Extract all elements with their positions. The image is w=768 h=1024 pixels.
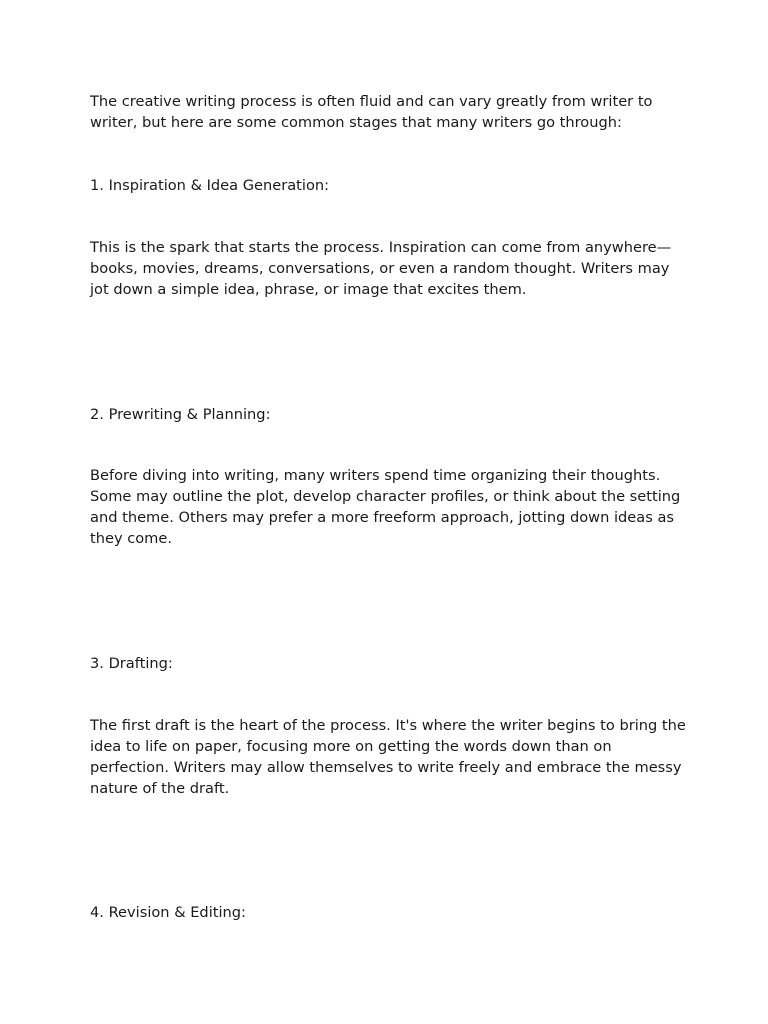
section-heading-drafting: 3. Drafting: [90,655,173,672]
section-paragraph-prewriting: Before diving into writing, many writers spend time organizing their thoughts. Some may outline the plot, develop character profiles, or think about the setting and theme. Others may prefer a more freeform approach, jotting down ideas as they come. [90,467,681,547]
section-paragraph-inspiration: This is the spark that starts the process. Inspiration can come from anywhere—books, movies, dreams, conversations, or even a random thought. Writers may jot down a simple idea, phrase, or image that excites them. [90,239,672,298]
intro-paragraph: The creative writing process is often fluid and can vary greatly from writer to writer, but here are some common stages that many writers go through: [90,93,653,131]
section-paragraph-drafting: The first draft is the heart of the process. It's where the writer begins to bring the idea to life on paper, focusing more on getting the words down than on perfection. Writers may allow themselves to write freely and embrace the messy nature of the draft. [90,717,686,797]
section-heading-prewriting: 2. Prewriting & Planning: [90,406,271,423]
section-heading-inspiration: 1. Inspiration & Idea Generation: [90,177,330,194]
section-heading-revision: 4. Revision & Editing: [90,904,246,921]
